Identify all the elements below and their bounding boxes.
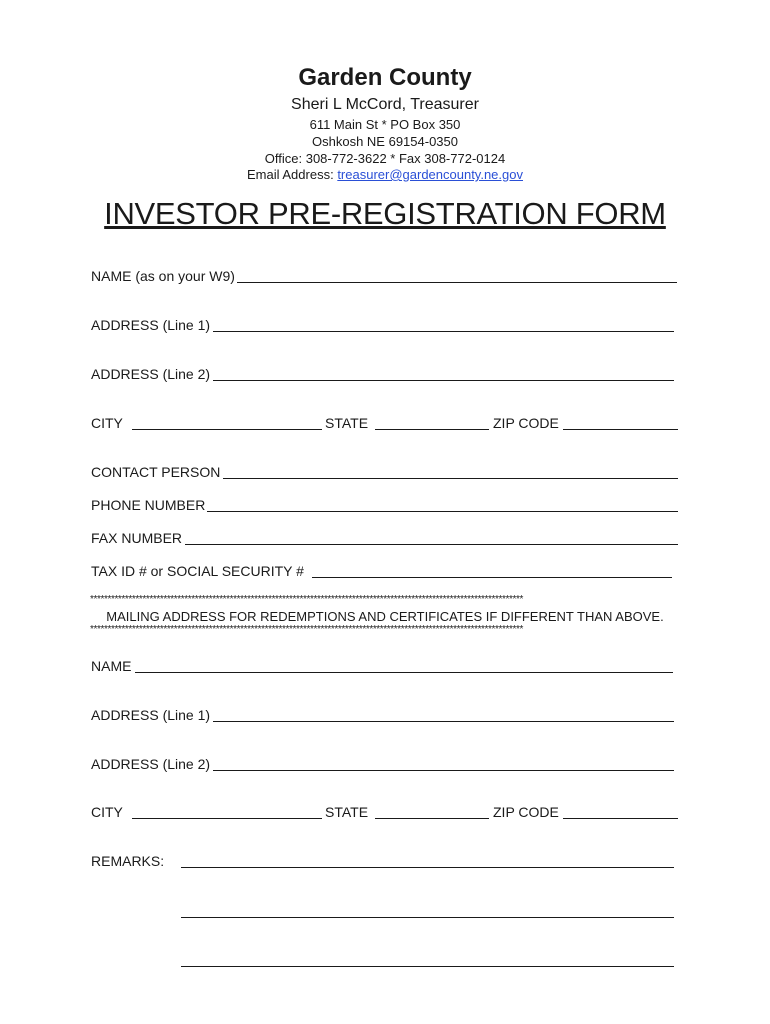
address1-input-line[interactable]: [213, 331, 674, 332]
office-address-line2: Oshkosh NE 69154-0350: [312, 134, 458, 149]
mailing-state-input-line[interactable]: [375, 818, 489, 819]
mailing-name-label: NAME: [91, 658, 132, 674]
remarks-label: REMARKS:: [91, 853, 165, 869]
address2-label: ADDRESS (Line 2): [91, 366, 211, 382]
mailing-city-input-line[interactable]: [132, 818, 322, 819]
email-link[interactable]: treasurer@gardencounty.ne.gov: [337, 167, 523, 182]
zip-input-line[interactable]: [563, 429, 678, 430]
phone-label: PHONE NUMBER: [91, 497, 206, 513]
fax-input-line[interactable]: [185, 544, 678, 545]
office-address-line1: 611 Main St * PO Box 350: [309, 117, 461, 132]
mailing-state-label: STATE: [325, 804, 369, 820]
state-input-line[interactable]: [375, 429, 489, 430]
phone-input-line[interactable]: [207, 511, 678, 512]
remarks-input-line-3[interactable]: [181, 966, 674, 967]
taxid-label: TAX ID # or SOCIAL SECURITY #: [91, 563, 304, 579]
mailing-address2-label: ADDRESS (Line 2): [91, 756, 211, 772]
city-input-line[interactable]: [132, 429, 322, 430]
county-name: Garden County: [298, 64, 472, 91]
form-title: INVESTOR PRE-REGISTRATION FORM: [104, 196, 666, 231]
remarks-input-line-2[interactable]: [181, 917, 674, 918]
mailing-zip-input-line[interactable]: [563, 818, 678, 819]
mailing-heading: MAILING ADDRESS FOR REDEMPTIONS AND CERTIFICATES IF DIFFERENT THAN ABOVE.: [106, 609, 664, 624]
email-address-line: [0, 167, 770, 182]
name-input-line[interactable]: [237, 282, 677, 283]
separator-bottom: ****************************************************************************************************************************: [90, 625, 523, 635]
zip-label: ZIP CODE: [493, 415, 559, 431]
mailing-zip-label: ZIP CODE: [493, 804, 559, 820]
separator-top: ****************************************************************************************************************************: [90, 595, 523, 605]
treasurer-name: Sheri L McCord, Treasurer: [291, 96, 479, 113]
address2-input-line[interactable]: [213, 380, 674, 381]
mailing-city-label: CITY: [91, 804, 123, 820]
address1-label: ADDRESS (Line 1): [91, 317, 211, 333]
contact-input-line[interactable]: [223, 478, 678, 479]
office-phone-fax: Office: 308-772-3622 * Fax 308-772-0124: [264, 151, 506, 166]
contact-label: CONTACT PERSON: [91, 464, 221, 480]
mailing-address2-input-line[interactable]: [213, 770, 674, 771]
city-label: CITY: [91, 415, 123, 431]
mailing-address1-input-line[interactable]: [213, 721, 674, 722]
remarks-input-line-1[interactable]: [181, 867, 674, 868]
mailing-address1-label: ADDRESS (Line 1): [91, 707, 211, 723]
fax-label: FAX NUMBER: [91, 530, 183, 546]
email-label: Email Address:: [246, 167, 338, 182]
state-label: STATE: [325, 415, 369, 431]
taxid-input-line[interactable]: [312, 577, 672, 578]
name-label: NAME (as on your W9): [91, 268, 235, 284]
mailing-name-input-line[interactable]: [135, 672, 673, 673]
